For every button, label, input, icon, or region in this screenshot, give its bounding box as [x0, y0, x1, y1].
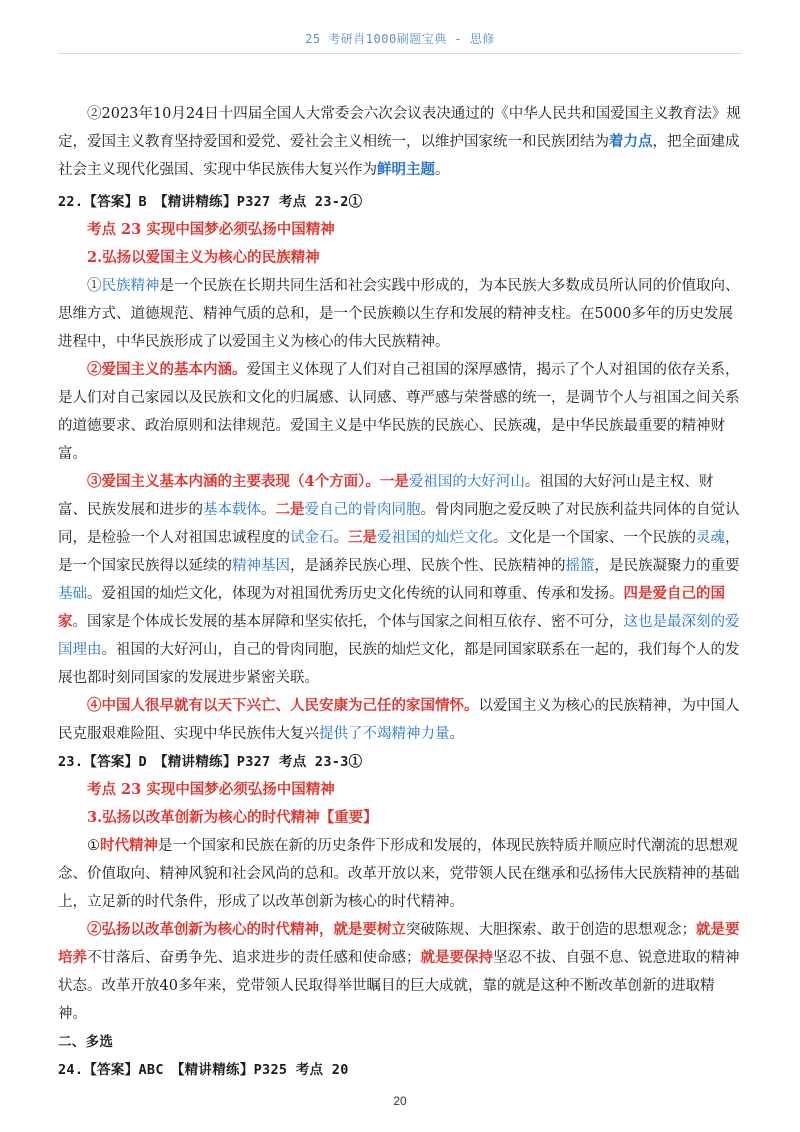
highlight-text: 提供了不竭精神力量: [319, 726, 450, 742]
text: 。国家是个体成长发展的基本屏障和坚实依托，个体与国家之间相互依存、密不可分，: [72, 614, 624, 630]
highlight-text: 着力点: [609, 133, 653, 150]
text: 。骨肉同胞之爱反映了对民族利益共同体的自觉认同，是检验一个人对祖国忠诚程度的: [58, 502, 740, 546]
text: 。文化是一个国家、一个民族的: [493, 530, 696, 546]
text: ①: [87, 278, 102, 294]
text: ，是民族凝聚力的重要: [594, 558, 740, 574]
header-divider: [58, 53, 742, 54]
page-number: 20: [393, 1094, 407, 1108]
paragraph-national-spirit: [58, 272, 742, 356]
kaodian-title: 考点 23 实现中国梦必须弘扬中国精神: [87, 781, 335, 798]
text: 以爱国主义为核心的民族精神，为中国人民克服艰难险阻、实现中华民族伟大复兴: [58, 698, 740, 742]
highlight-text: 基础: [58, 586, 87, 602]
red-text: ③爱国主义基本内涵的主要表现（4个方面）。一是: [87, 473, 409, 490]
text: 是一个民族在长期共同生活和社会实践中形成的，为本民族大多数成员所认同的价值取向、思维方式、道德规范、精神气质的总和，是一个民族赖以生存和发展的精神支柱。在5000多年的历史发展进程中，中华民族形成了以爱国主义为核心的伟大民族精神。: [58, 278, 740, 350]
highlight-text: 试金石: [290, 530, 334, 546]
red-text: 二是: [275, 501, 305, 518]
text: 。: [435, 162, 450, 178]
text: ，是一个国家民族得以延续的: [58, 530, 740, 574]
red-text: 四是: [623, 585, 653, 602]
text: 。爱祖国的灿烂文化，体现为对祖国优秀历史文化传统的认同和尊重、传承和发扬。: [87, 586, 624, 602]
text: ，把全面建成社会主义现代化强国、实现中华民族伟大复兴作为: [58, 134, 740, 178]
section-multi-choice: 二、多选: [58, 1034, 114, 1050]
paragraph-family-country: [58, 692, 742, 748]
text: 。: [333, 530, 348, 546]
red-text: 就是要保持: [420, 949, 493, 966]
main-content: [58, 100, 742, 1084]
answer-23: 23.【答案】D 【精讲精练】P327 考点 23-3①: [58, 754, 363, 770]
text: ②2023年10月24日十四届全国人大常委会六次会议表决通过的《中华人民共和国爱国主义教育法》规定，爱国主义教育坚持爱国和爱党、爱社会主义相统一，以维护国家统一和民族团结为: [58, 106, 741, 150]
section-title: 2.弘扬以爱国主义为核心的民族精神: [87, 249, 320, 266]
text: 爱国主义体现了人们对自己祖国的深厚感情，揭示了个人对祖国的依存关系，是人们对自己家园以及民族和文化的归属感、认同感、尊严感与荣誉感的统一，是调节个人与祖国之间关系的道德要求、政治原则和法律规范。爱国主义是中华民族的民族心、民族魂，是中华民族最重要的精神财富。: [58, 362, 740, 462]
text: 是一个国家和民族在新的历史条件下形成和发展的，体现民族特质并顺应时代潮流的思想观念、价值取向、精神风貌和社会风尚的总和。改革开放以来，党带领人民在继承和弘扬伟大民族精神的基础上，立足新的时代条件，形成了以改革创新为核心的时代精神。: [58, 838, 740, 910]
text: 坚忍不拔、自强不息、锐意进取的精神状态。改革开放40多年来，党带领人民取得举世瞩目的巨大成就，靠的就是这种不断改革创新的进取精神。: [58, 950, 740, 1022]
red-text: ②弘扬以改革创新为核心的时代精神，就是要树立: [87, 921, 406, 938]
highlight-text: 灵魂: [696, 530, 725, 546]
red-text: ②爱国主义的基本内涵。: [87, 361, 247, 378]
text: 。: [449, 726, 464, 742]
highlight-text: 鲜明主题: [377, 161, 435, 178]
red-text: ④中国人很早就有以天下兴亡、人民安康为己任的家国情怀。: [87, 697, 479, 714]
highlight-text: 基本载体: [203, 502, 261, 518]
text: 不甘落后、奋勇争先、追求进步的责任感和使命感；: [87, 950, 421, 966]
page-header: 25 考研肖1000刷题宝典 - 思修: [305, 32, 495, 46]
answer-24: 24.【答案】ABC 【精讲精练】P325 考点 20: [58, 1062, 349, 1078]
highlight-text: 精神基因: [232, 558, 290, 574]
red-text: 三是: [348, 529, 377, 546]
highlight-text: 爱自己的骨肉同胞: [304, 502, 421, 518]
text: 。祖国的大好河山是主权、财富、民族发展和进步的: [58, 474, 714, 518]
red-text: 爱自己的国家: [58, 585, 725, 630]
text: 突破陈规、大胆探索、敢于创造的思想观念；: [406, 922, 696, 938]
text: 。: [261, 502, 276, 518]
highlight-text: 爱祖国的大好河山: [408, 474, 525, 490]
text: ①: [87, 838, 100, 854]
section-title: 3.弘扬以改革创新为核心的时代精神【重要】: [87, 809, 378, 826]
paragraph-education-law: [58, 100, 742, 184]
highlight-text: 民族精神: [101, 278, 160, 294]
text: 。祖国的大好河山，自己的骨肉同胞，民族的灿烂文化，都是同国家联系在一起的，我们每个人的发展也都时刻同国家的发展进步紧密关联。: [58, 642, 740, 686]
red-text: 时代精神: [100, 837, 158, 854]
highlight-text: 爱祖国的灿烂文化: [377, 530, 493, 546]
kaodian-title: 考点 23 实现中国梦必须弘扬中国精神: [87, 221, 335, 238]
text: ，是涵养民族心理、民族个性、民族精神的: [290, 558, 566, 574]
paragraph-era-spirit: [58, 832, 742, 916]
paragraph-reform-innovation: [58, 916, 742, 1028]
red-text: 就是要培养: [58, 921, 740, 966]
highlight-text: 摇篮: [565, 558, 595, 574]
paragraph-patriotism-meaning: [58, 356, 742, 468]
highlight-text: 这也是最深刻的爱国理由: [58, 614, 740, 658]
answer-22: 22.【答案】B 【精讲精练】P327 考点 23-2①: [58, 194, 363, 210]
paragraph-patriotism-four-aspects: [58, 468, 742, 692]
